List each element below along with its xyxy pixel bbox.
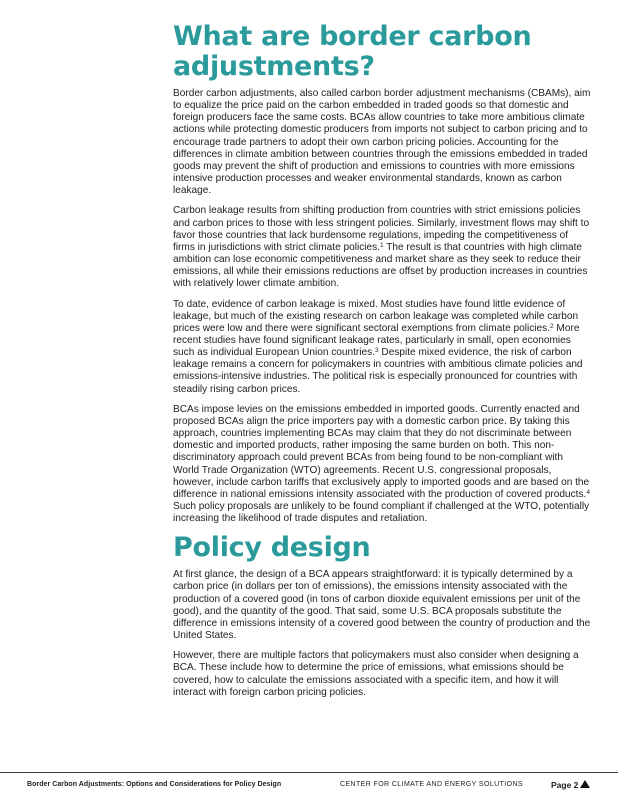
footnote-ref[interactable]: 4: [586, 488, 590, 496]
footer-divider: [0, 772, 618, 773]
paragraph: To date, evidence of carbon leakage is mixed. Most studies have found little evidence of leakage, but much of the existing research on carbon leakage was completed while carbon prices were low and there were significant sectoral exemptions from climate policies.$^2$ More recent studies have found significant leakage rates, particularly in small, open economies such as individual European Union countries.$^3$ Despite mixed evidence, the risk of carbon leakage remains a concern for policymakers in countries with ambitious climate policies and emissions-intensive industries. The political risk is especially pronounced for countries with steadily rising carbon prices.: [173, 298, 583, 395]
footer-organization: CENTER FOR CLIMATE AND ENERGY SOLUTIONS: [340, 781, 523, 788]
up-triangle-icon[interactable]: [580, 780, 590, 788]
page-number: Page 2: [551, 780, 579, 790]
footer-report-title: Border Carbon Adjustments: Options and Considerations for Policy Design: [27, 781, 282, 788]
paragraph: However, there are multiple factors that policymakers must also consider when designing a BCA. These include how to determine the price of emissions, what emissions should be covered, how to calculate the emissions associated with a specific item, and how it will interact with foreign carbon pricing policies.: [173, 650, 579, 698]
footnote-ref[interactable]: 3: [375, 347, 379, 355]
section-heading-policy-design: Policy design: [173, 532, 371, 564]
footnote-ref[interactable]: 2: [550, 322, 554, 330]
page-content: [173, 22, 591, 707]
section-heading-bcas: What are border carbon adjustments?: [173, 21, 532, 82]
paragraph: BCAs impose levies on the emissions embedded in imported goods. Currently enacted and proposed BCAs align the price importers pay with a domestic carbon price. By taking this approach, countries implementing BCAs may claim that they do not discriminate between domestic and imported products, rather imposing the same burden on both. This non-discriminatory approach could prevent BCAs from being found to be non-compliant with World Trade Organization (WTO) agreements. Recent U.S. congressional proposals, however, include carbon tariffs that exclusively apply to imported goods and are based on the difference in national emissions intensity associated with the production of covered products.$^4$ Such policy proposals are unlikely to be found compliant if challenged at the WTO, potentially increasing the likelihood of trade disputes and retaliation.: [173, 403, 590, 525]
paragraph: Border carbon adjustments, also called carbon border adjustment mechanisms (CBAMs), aim to equalize the price paid on the carbon embedded in traded goods so that domestic and foreign producers face the same costs. BCAs allow countries to take more ambitious climate actions while protecting domestic producers from imports not subject to carbon pricing and to encourage trade partners to adopt their own carbon pricing policies. Accounting for the differences in climate ambition between countries through the emissions embedded in traded goods may prevent the shift of production and emissions to countries with more emissions intensive production processes and weaker environmental standards, known as carbon leakage.: [173, 88, 591, 197]
paragraph: At first glance, the design of a BCA appears straightforward: it is typically determined by a carbon price (in dollars per ton of emissions), the emissions intensity associated with the production of a covered good (in tons of carbon dioxide equivalent emissions per unit of the good), and the quantity of the good. That said, some U.S. BCA proposals substitute the difference in emissions intensity of a covered good between the country of production and the United States.: [173, 569, 591, 642]
footnote-ref[interactable]: 1: [379, 241, 384, 249]
page-footer: [0, 779, 618, 795]
paragraph: Carbon leakage results from shifting production from countries with strict emissions policies and carbon prices to those with less stringent policies. Similarly, investment flows may shift to favor those countries that lack burdensome regulations, impeding the competitiveness of firms in jurisdictions with strict climate policies.$^1$ The result is that countries with high climate ambition can lose economic competitiveness and market share as they seek to reduce their emissions, all while their emissions reductions are offset by production increases in countries with relatively lower climate ambition.: [173, 205, 590, 290]
